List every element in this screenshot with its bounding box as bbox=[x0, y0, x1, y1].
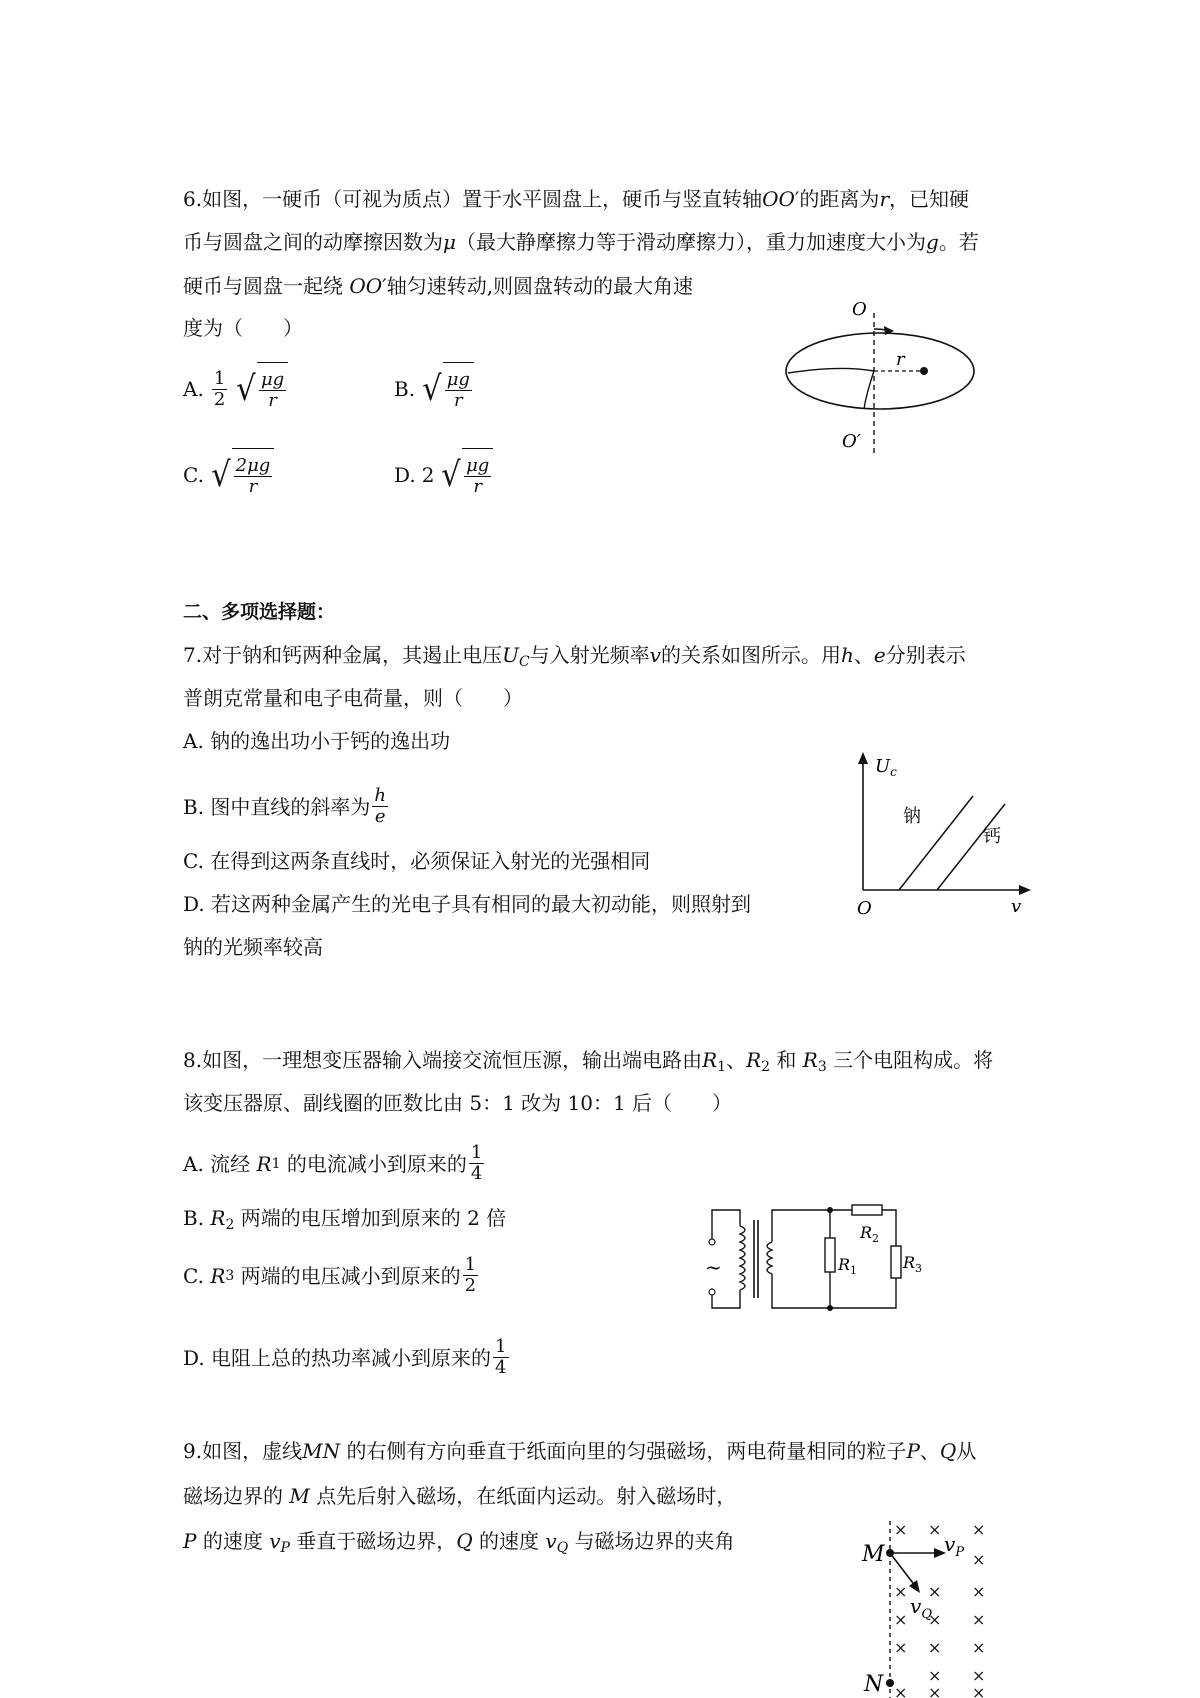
terminal-bottom bbox=[709, 1289, 715, 1295]
svg-text:×: × bbox=[928, 1683, 942, 1698]
point-N bbox=[886, 1679, 894, 1687]
q6-option-b[interactable] bbox=[394, 362, 474, 416]
q8-stem-line1 bbox=[183, 1046, 993, 1081]
text: 和 bbox=[776, 1048, 797, 1072]
var-R: R bbox=[210, 1206, 226, 1230]
text: （最大静摩擦力等于滑动摩擦力），重力加速度大小为 bbox=[456, 230, 926, 254]
label-origin: O bbox=[857, 898, 872, 919]
text: ，已知硬 bbox=[889, 187, 969, 211]
sqrt-expression bbox=[235, 362, 288, 416]
var-MN: MN bbox=[302, 1439, 341, 1463]
radical-sign-icon: √ bbox=[236, 369, 256, 409]
denominator: r bbox=[454, 390, 463, 411]
numerator: h bbox=[374, 785, 387, 806]
resistor-r3 bbox=[891, 1246, 901, 1278]
denominator: r bbox=[248, 476, 258, 497]
text: 从 bbox=[956, 1439, 977, 1463]
label-r: r bbox=[896, 349, 905, 370]
text: A. 流经 bbox=[183, 1151, 251, 1176]
q6-option-a[interactable] bbox=[183, 362, 288, 416]
ac-source-icon: ~ bbox=[705, 1255, 722, 1279]
primary-wire bbox=[712, 1210, 740, 1239]
q8-option-d[interactable] bbox=[183, 1337, 511, 1378]
radical-sign-icon: √ bbox=[441, 455, 462, 495]
svg-text:×: × bbox=[972, 1582, 986, 1601]
q6-stem-line4 bbox=[183, 314, 303, 342]
label-vP: $v_P$ bbox=[944, 1532, 965, 1560]
label-r2: $R_2$ bbox=[860, 1223, 880, 1245]
text: 8.如图，一理想变压器输入端接交流恒压源，输出端电路由 bbox=[183, 1048, 703, 1072]
denominator: r bbox=[268, 390, 277, 411]
var-mu: μ bbox=[443, 230, 456, 254]
svg-text:×: × bbox=[928, 1582, 942, 1601]
subscript: Q bbox=[556, 1540, 569, 1556]
var-Q: Q bbox=[456, 1529, 473, 1553]
text: 7.对于钠和钙两种金属，其遏止电压 bbox=[183, 643, 503, 667]
var-P: P bbox=[906, 1439, 920, 1463]
coef-fraction bbox=[212, 369, 227, 410]
text: 6.如图，一硬币（可视为质点）置于水平圆盘上，硬币与竖直转轴 bbox=[183, 187, 763, 211]
var-Q: Q bbox=[939, 1439, 957, 1463]
var-v: v bbox=[545, 1529, 557, 1553]
arrowhead-vQ-icon bbox=[909, 1580, 920, 1593]
q6-stem-line1 bbox=[183, 185, 969, 213]
axis-label: OO bbox=[762, 187, 795, 211]
text: ′轴匀速转动,则圆盘转动的最大角速 bbox=[382, 274, 694, 298]
text: 、 bbox=[726, 1048, 747, 1072]
subscript: 1 bbox=[271, 1155, 281, 1172]
q9-figure-magnetic-field bbox=[848, 1515, 998, 1698]
label-vQ: $v_Q$ bbox=[910, 1594, 932, 1622]
q7-stem-line2 bbox=[183, 684, 523, 712]
label-v: v bbox=[1011, 896, 1022, 917]
label-Uc: $U_c$ bbox=[875, 756, 897, 779]
var-e: e bbox=[873, 643, 886, 667]
q6-option-c[interactable] bbox=[183, 448, 274, 502]
text: B. bbox=[183, 1206, 205, 1230]
q8-stem-line2: 该变压器原、副线圈的匝数比由 5：1 改为 10：1 后（ ） bbox=[183, 1091, 733, 1115]
text: 币与圆盘之间的动摩擦因数为 bbox=[183, 230, 443, 254]
text: 三个电阻构成。将 bbox=[833, 1048, 994, 1072]
label-M: M bbox=[862, 1542, 885, 1567]
subscript: P bbox=[280, 1540, 290, 1556]
option-label: C. bbox=[183, 463, 204, 487]
line-calcium bbox=[937, 804, 1005, 890]
svg-text:×: × bbox=[928, 1638, 942, 1657]
coefficient: 2 bbox=[421, 463, 435, 487]
svg-text:×: × bbox=[972, 1520, 986, 1539]
var-v: v bbox=[649, 643, 661, 667]
fraction bbox=[234, 456, 273, 497]
q9-stem-line1 bbox=[183, 1437, 976, 1465]
var-M: M bbox=[289, 1484, 310, 1508]
numerator: 1 bbox=[213, 367, 226, 389]
denominator: 4 bbox=[470, 1163, 483, 1184]
fraction bbox=[372, 786, 388, 827]
q6-stem-line2 bbox=[183, 228, 979, 256]
secondary-coil-icon bbox=[767, 1242, 772, 1274]
text: C. bbox=[183, 1263, 204, 1288]
var-v: v bbox=[269, 1529, 281, 1553]
var-R: R bbox=[702, 1048, 718, 1072]
label-r3: $R_3$ bbox=[903, 1253, 923, 1275]
text: 分别表示 bbox=[885, 643, 966, 667]
subscript: 2 bbox=[761, 1059, 771, 1075]
numerator: μg bbox=[446, 369, 470, 390]
q7-figure-graph bbox=[845, 750, 1035, 920]
denominator: r bbox=[473, 476, 483, 497]
var-R: R bbox=[210, 1263, 226, 1288]
q7-option-a[interactable]: A. 钠的逸出功小于钙的逸出功 bbox=[183, 729, 451, 753]
option-label: A. bbox=[183, 377, 204, 401]
sqrt-expression bbox=[421, 362, 474, 416]
svg-text:×: × bbox=[894, 1582, 908, 1601]
text: 、 bbox=[853, 643, 874, 667]
fraction bbox=[464, 456, 491, 497]
svg-text:×: × bbox=[894, 1610, 908, 1629]
var-r: r bbox=[879, 187, 889, 211]
disk-ellipse bbox=[786, 333, 974, 409]
numerator: μg bbox=[260, 369, 285, 390]
subscript: C bbox=[518, 654, 530, 670]
var-g: g bbox=[926, 230, 939, 254]
q8-option-a[interactable] bbox=[183, 1143, 486, 1184]
fraction bbox=[445, 370, 472, 411]
label-O: O bbox=[852, 299, 867, 320]
q7-option-c[interactable]: C. 在得到这两条直线时，必须保证入射光的光强相同 bbox=[183, 849, 651, 873]
text: ′的距离为 bbox=[794, 187, 880, 211]
label-r1: $R_1$ bbox=[838, 1255, 858, 1277]
var-P: P bbox=[183, 1529, 197, 1553]
text: 。若 bbox=[938, 230, 979, 254]
q9-stem-line2 bbox=[183, 1482, 736, 1510]
text: B. 图中直线的斜率为 bbox=[183, 794, 371, 819]
numerator: 1 bbox=[495, 1336, 507, 1357]
coin-dot bbox=[920, 367, 928, 375]
subscript: 1 bbox=[717, 1059, 727, 1075]
numerator: 2μg bbox=[235, 455, 271, 476]
text: 磁场边界的 bbox=[183, 1484, 283, 1508]
primary-coil-icon bbox=[740, 1226, 745, 1290]
svg-text:×: × bbox=[894, 1638, 908, 1657]
q7-option-b[interactable] bbox=[183, 786, 390, 827]
label-sodium: 钠 bbox=[903, 806, 921, 827]
subscript: 3 bbox=[817, 1059, 827, 1075]
axis-label: OO bbox=[349, 274, 383, 298]
text: 与磁场边界的夹角 bbox=[574, 1529, 735, 1553]
text: 垂直于磁场边界， bbox=[296, 1529, 457, 1553]
label-calcium: 钙 bbox=[983, 826, 1001, 847]
node-top bbox=[827, 1207, 833, 1213]
svg-text:×: × bbox=[894, 1683, 908, 1698]
text: 的电流减小到原来的 bbox=[286, 1151, 467, 1176]
field-crosses bbox=[894, 1520, 985, 1698]
text: 普朗克常量和电子电荷量，则（ ） bbox=[183, 686, 523, 710]
sqrt-expression bbox=[210, 448, 274, 502]
q6-figure-rotating-disk bbox=[770, 295, 990, 470]
q8-figure-circuit bbox=[700, 1198, 930, 1318]
radical-sign-icon: √ bbox=[422, 369, 442, 409]
label-O-prime: O′ bbox=[842, 431, 861, 452]
svg-text:×: × bbox=[972, 1610, 986, 1629]
resistor-r2 bbox=[852, 1205, 882, 1215]
text: 的速度 bbox=[202, 1529, 263, 1553]
text: D. 电阻上总的热功率减小到原来的 bbox=[183, 1345, 492, 1370]
option-label: B. bbox=[394, 377, 416, 401]
text: 两端的电压增加到原来的 2 倍 bbox=[240, 1206, 507, 1230]
var-R: R bbox=[256, 1151, 272, 1176]
text: 度为（ ） bbox=[183, 316, 303, 340]
label-N: N bbox=[864, 1672, 884, 1697]
x-arrow-icon bbox=[1019, 885, 1031, 895]
resistor-r1 bbox=[825, 1238, 835, 1272]
text: 的速度 bbox=[479, 1529, 540, 1553]
radical-sign-icon: √ bbox=[211, 455, 231, 495]
svg-text:×: × bbox=[928, 1520, 942, 1539]
text: 两端的电压减小到原来的 bbox=[240, 1263, 461, 1288]
svg-text:×: × bbox=[928, 1610, 942, 1629]
text: 点先后射入磁场，在纸面内运动。射入磁场时， bbox=[316, 1484, 737, 1508]
var-h: h bbox=[840, 643, 854, 667]
denominator: 2 bbox=[464, 1275, 477, 1296]
text: 9.如图，虚线 bbox=[183, 1439, 303, 1463]
q8-option-c[interactable] bbox=[183, 1255, 480, 1296]
svg-text:×: × bbox=[928, 1666, 942, 1685]
svg-text:×: × bbox=[972, 1550, 986, 1569]
q6-option-d[interactable] bbox=[394, 448, 493, 502]
q8-option-b[interactable] bbox=[183, 1204, 506, 1239]
var-R: R bbox=[746, 1048, 762, 1072]
numerator: 1 bbox=[470, 1142, 483, 1163]
node-bottom bbox=[827, 1305, 833, 1311]
text: 的关系如图所示。用 bbox=[660, 643, 841, 667]
q7-option-d-line2[interactable]: 钠的光频率较高 bbox=[183, 935, 323, 959]
q7-stem-line1 bbox=[183, 641, 966, 676]
fraction bbox=[469, 1143, 484, 1184]
fraction bbox=[463, 1255, 478, 1296]
text: 与入射光频率 bbox=[529, 643, 650, 667]
q9-stem-line3 bbox=[183, 1527, 735, 1562]
svg-text:×: × bbox=[894, 1520, 908, 1539]
fraction bbox=[493, 1337, 508, 1378]
sqrt-expression bbox=[440, 448, 493, 502]
numerator: 1 bbox=[464, 1254, 477, 1275]
q7-option-d-line1[interactable]: D. 若这两种金属产生的光电子具有相同的最大初动能，则照射到 bbox=[183, 892, 752, 916]
terminal-top bbox=[709, 1239, 715, 1245]
var-R: R bbox=[802, 1048, 818, 1072]
text: 、 bbox=[919, 1439, 940, 1463]
fraction bbox=[259, 370, 286, 411]
svg-text:×: × bbox=[972, 1683, 986, 1698]
option-label: D. bbox=[394, 463, 416, 487]
denominator: e bbox=[374, 806, 386, 827]
denominator: 4 bbox=[495, 1357, 507, 1378]
var-U: U bbox=[502, 643, 519, 667]
text: 硬币与圆盘一起绕 bbox=[183, 274, 343, 298]
subscript: 3 bbox=[225, 1267, 235, 1284]
secondary-wire-bottom bbox=[772, 1274, 896, 1308]
svg-text:×: × bbox=[972, 1638, 986, 1657]
y-arrow-icon bbox=[858, 752, 868, 764]
section-heading: 二、多项选择题： bbox=[183, 601, 336, 623]
subscript: 2 bbox=[225, 1217, 235, 1233]
denominator: 2 bbox=[213, 388, 226, 410]
q6-stem-line3 bbox=[183, 272, 693, 300]
text: 的右侧有方向垂直于纸面向里的匀强磁场，两电荷量相同的粒子 bbox=[346, 1439, 907, 1463]
primary-wire-bottom bbox=[712, 1290, 740, 1308]
svg-text:×: × bbox=[972, 1666, 986, 1685]
numerator: μg bbox=[466, 455, 490, 476]
